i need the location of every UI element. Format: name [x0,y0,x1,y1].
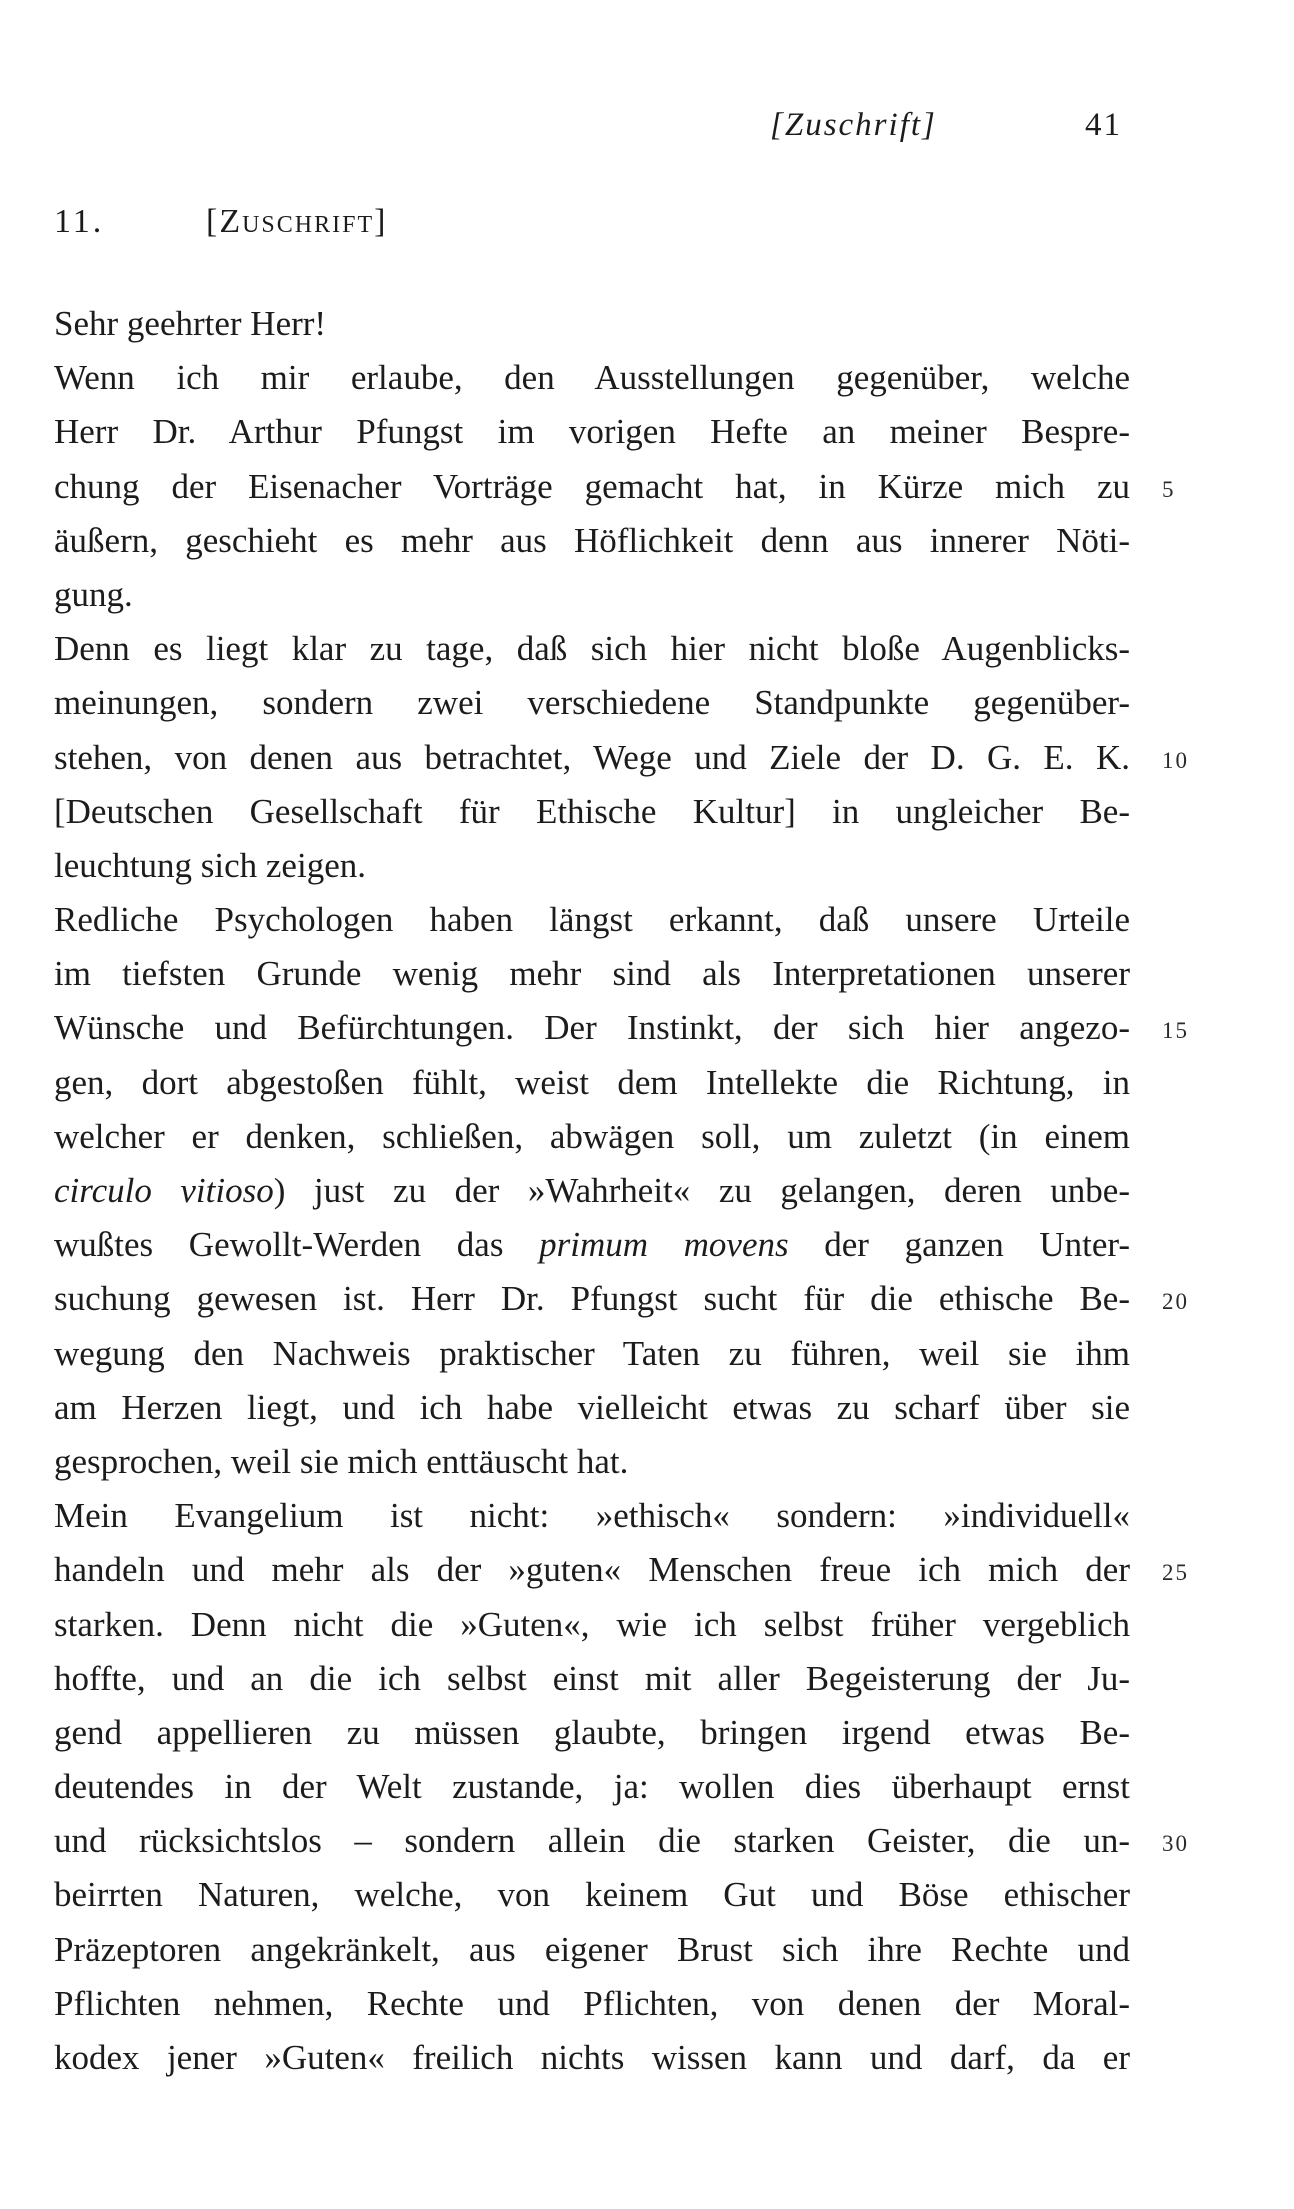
line-text: gen, dort abgestoßen fühlt, weist dem Intellekte die Richtung, in [54,1062,1130,1102]
text-line [54,1652,1149,1706]
line-text: Präzeptoren angekränkelt, aus eigener Brust sich ihre Rechte und [54,1929,1130,1969]
line-text: handeln und mehr als der »guten« Menschen freue ich mich der [54,1550,1130,1590]
line-text: stehen, von denen aus betrachtet, Wege und Ziele der D. G. E. K. [54,737,1130,777]
text-line [54,2031,1149,2085]
section-number: 11. [54,203,105,240]
text-line [54,676,1149,730]
margin-line-number: 30 [1162,1831,1189,1857]
line-text: Mein Evangelium ist nicht: »ethisch« sondern: »individuell« [54,1496,1130,1536]
line-text: Pflichten nehmen, Rechte und Pflichten, von denen der Moral- [54,1983,1130,2023]
margin-line-number: 25 [1162,1560,1189,1586]
text-line [54,1218,1149,1272]
text-line [54,514,1149,568]
line-text: suchung gewesen ist. Herr Dr. Pfungst sucht für die ethische Be- [54,1279,1130,1319]
line-text: chung der Eisenacher Vorträge gemacht hat, in Kürze mich zu [54,466,1130,506]
text-line [54,1056,1149,1110]
text-line [54,731,1189,785]
line-text [54,1164,1130,1218]
text-line [54,893,1149,947]
margin-line-number: 5 [1162,476,1176,502]
text-line [54,1543,1189,1597]
text-line [54,351,1149,405]
running-head-title: [Zuschrift] [770,107,937,143]
line-text: starken. Denn nicht die »Guten«, wie ich selbst früher vergeblich [54,1604,1130,1644]
line-text [54,1218,1130,1272]
line-text: Denn es liegt klar zu tage, daß sich hier nicht bloße Augenblicks- [54,629,1130,669]
line-text: Redliche Psychologen haben längst erkannt, daß unsere Urteile [54,900,1130,940]
text-line [54,839,1149,893]
line-text: und rücksichtslos – sondern allein die starken Geister, die un- [54,1821,1130,1861]
text-line [54,1164,1149,1218]
text-line [54,1814,1189,1868]
line-text: äußern, geschieht es mehr aus Höflichkeit denn aus innerer Nöti- [54,520,1130,560]
letter-body [54,297,1189,2085]
margin-line-number: 15 [1162,1018,1189,1044]
line-text: Sehr geehrter Herr! [54,304,327,343]
text-line [54,1381,1149,1435]
line-text: hoffte, und an die ich selbst einst mit aller Begeisterung der Ju- [54,1658,1130,1698]
section-title: [Zuschrift] [206,203,388,240]
margin-line-number: 10 [1162,747,1189,773]
line-text: im tiefsten Grunde wenig mehr sind als Interpretationen unserer [54,954,1130,994]
line-text: wegung den Nachweis praktischer Taten zu führen, weil sie ihm [54,1333,1130,1373]
line-text: welcher er denken, schließen, abwägen soll, um zuletzt (in einem [54,1116,1130,1156]
text-line [54,1001,1189,1055]
text-line [54,947,1149,1001]
text-line [54,1868,1149,1922]
line-text: gesprochen, weil sie mich enttäuscht hat. [54,1441,629,1481]
line-text: am Herzen liegt, und ich habe vielleicht etwas zu scharf über sie [54,1387,1130,1427]
italic-phrase: primum movens [539,1225,789,1265]
line-text: leuchtung sich zeigen. [54,845,366,885]
line-text: kodex jener »Guten« freilich nichts wissen kann und darf, da er [54,2038,1130,2077]
line-text: meinungen, sondern zwei verschiedene Standpunkte gegenüber- [54,683,1130,723]
line-text: gend appellieren zu müssen glaubte, bringen irgend etwas Be- [54,1712,1130,1752]
text-line [54,1327,1149,1381]
text-segment: der ganzen Unter- [788,1225,1130,1265]
text-line [54,1977,1149,2031]
line-text: Wenn ich mir erlaube, den Ausstellungen gegenüber, welche [54,358,1130,398]
text-line [54,1706,1149,1760]
text-segment: wußtes Gewollt-Werden das [54,1225,540,1265]
line-text: beirrten Naturen, welche, von keinem Gut und Böse ethischer [54,1875,1130,1915]
text-line [54,1272,1189,1326]
line-text: [Deutschen Gesellschaft für Ethische Kultur] in ungleicher Be- [54,791,1130,831]
text-line [54,405,1149,459]
text-line [54,1923,1149,1977]
text-line [54,622,1149,676]
page-number: 41 [1085,107,1122,143]
italic-phrase: circulo vitioso [54,1171,274,1210]
text-line [54,1435,1149,1489]
text-segment: ) just zu der »Wahrheit« zu gelangen, deren unbe- [273,1171,1130,1210]
section-heading [54,200,387,244]
line-text: gung. [54,574,133,614]
line-text: deutendes in der Welt zustande, ja: wollen dies überhaupt ernst [54,1767,1130,1807]
text-line [54,1598,1149,1652]
text-line [54,1489,1149,1543]
line-text: Herr Dr. Arthur Pfungst im vorigen Hefte an meiner Bespre- [54,412,1130,452]
text-line [54,1760,1149,1814]
text-line [54,785,1149,839]
text-line [54,568,1149,622]
text-line [54,1110,1149,1164]
margin-line-number: 20 [1162,1289,1189,1315]
text-line [54,460,1176,514]
line-text: Wünsche und Befürchtungen. Der Instinkt, der sich hier angezo- [54,1008,1130,1048]
text-line [54,297,1149,351]
